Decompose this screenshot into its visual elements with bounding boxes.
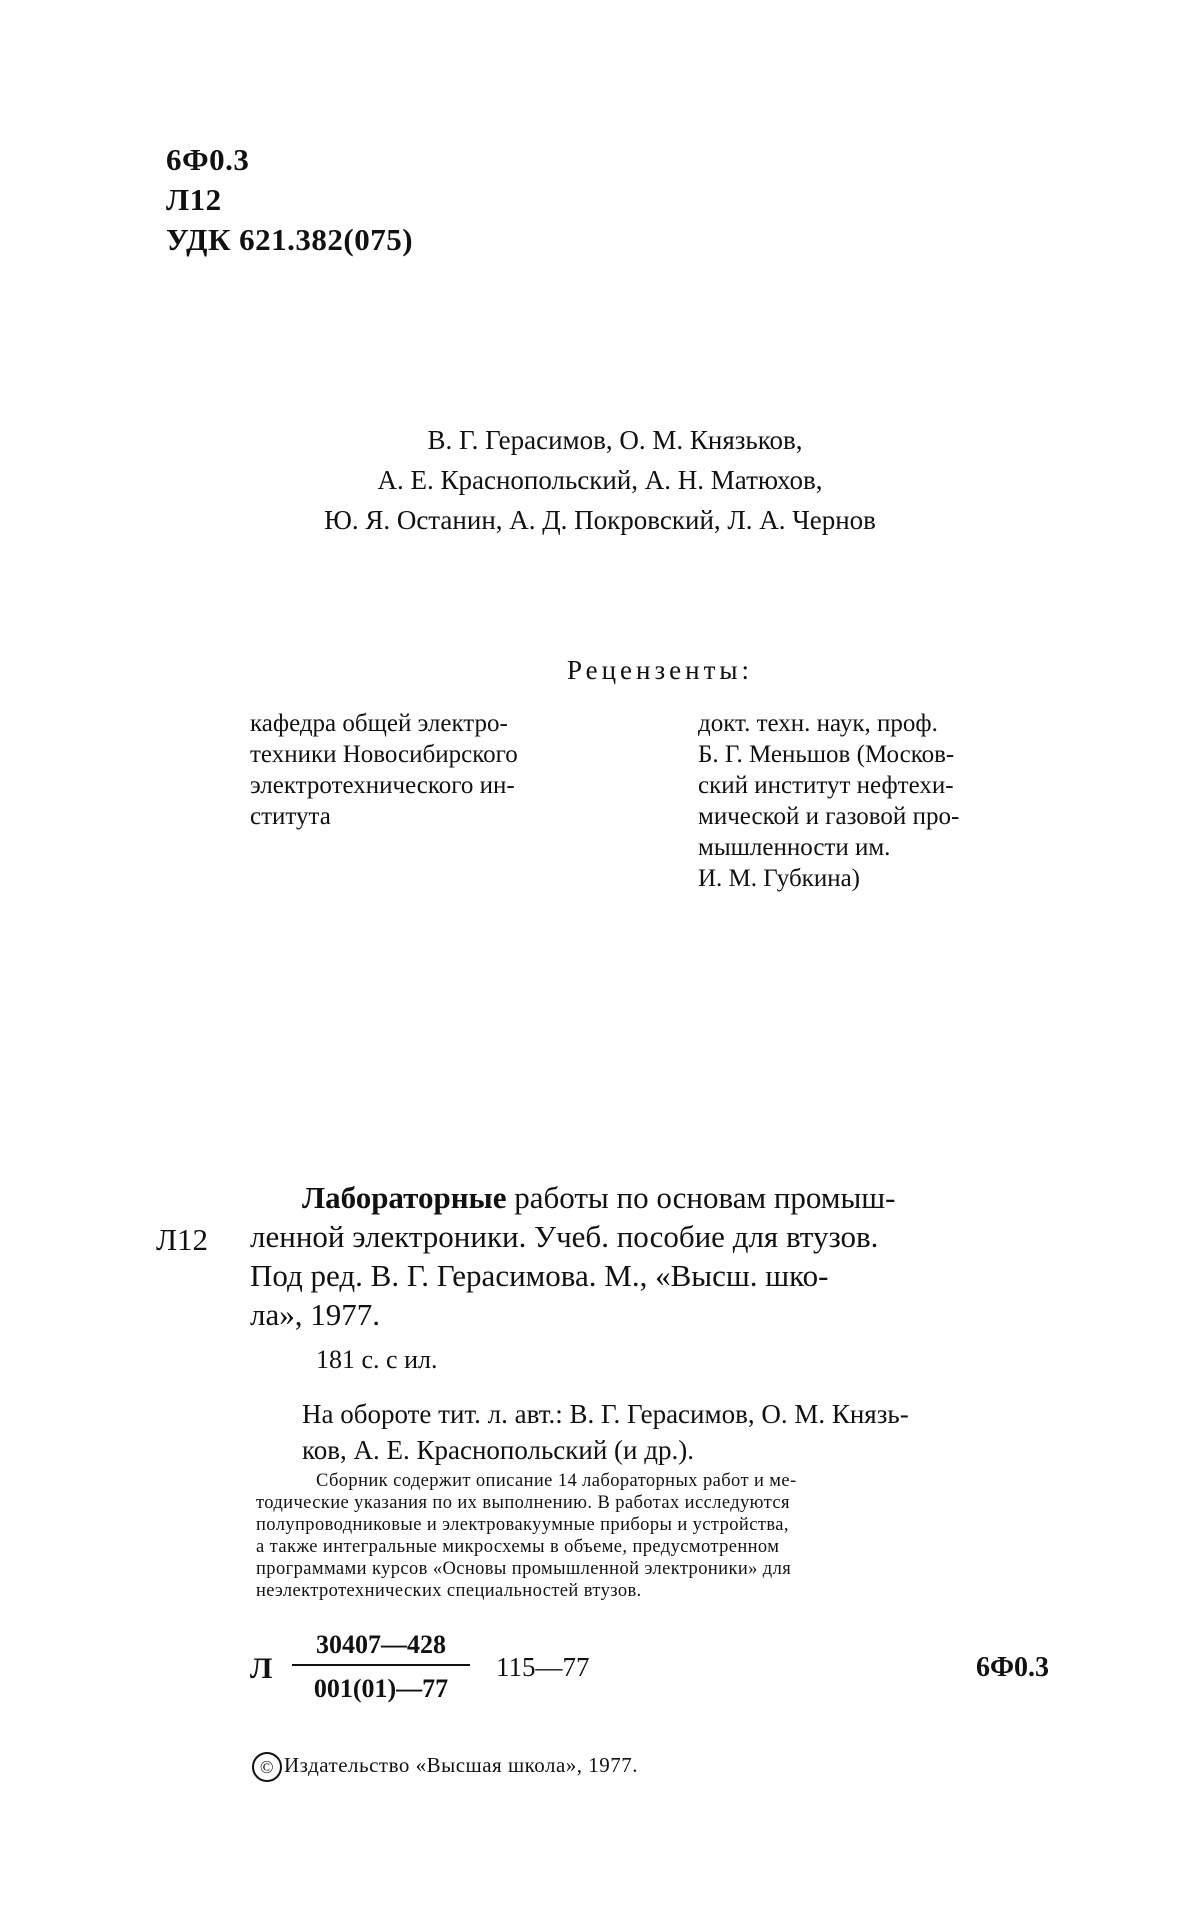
reviewer-left-line: электротехнического ин- bbox=[250, 772, 515, 799]
author-mark: Л12 bbox=[166, 182, 222, 217]
authors-line-1: В. Г. Герасимов, О. М. Князьков, bbox=[427, 425, 803, 455]
authors-list bbox=[0, 420, 1200, 540]
formula-numerator: 30407—428 bbox=[292, 1630, 470, 1666]
formula-fraction bbox=[292, 1630, 470, 1704]
reverse-title-note bbox=[302, 1396, 1072, 1468]
copyright-line bbox=[252, 1752, 638, 1782]
reverse-note-line: ков, А. Е. Краснопольский (и др.). bbox=[302, 1435, 694, 1465]
reviewer-right-line: ский институт нефтехи- bbox=[698, 772, 954, 799]
abstract-line: полупроводниковые и электровакуумные приборы и устройства, bbox=[256, 1515, 789, 1535]
classification-block bbox=[166, 140, 413, 260]
book-title: Лабораторные bbox=[302, 1180, 507, 1215]
bib-line-1 bbox=[250, 1178, 1065, 1217]
reviewer-right-line: мической и газовой про- bbox=[698, 803, 960, 830]
reviewer-right-line: И. М. Губкина) bbox=[698, 865, 860, 892]
reviewer-right-line: мышленности им. bbox=[698, 834, 891, 861]
abstract-line: тодические указания по их выполнению. В работах исследуются bbox=[256, 1493, 790, 1513]
formula-denominator: 001(01)—77 bbox=[313, 1674, 449, 1703]
bibliographic-entry bbox=[250, 1178, 1065, 1334]
abstract bbox=[256, 1470, 1068, 1602]
reviewer-right bbox=[698, 708, 1058, 894]
abstract-line: программами курсов «Основы промышленной электроники» для bbox=[256, 1559, 792, 1579]
reviewers-heading: Рецензенты: bbox=[566, 655, 754, 685]
bib-line: ленной электроники. Учеб. пособие для втузов. bbox=[250, 1219, 879, 1254]
abstract-line: неэлектротехнических специальностей втузов. bbox=[256, 1581, 642, 1601]
copyright-icon: © bbox=[252, 1752, 282, 1782]
formula-letter: Л bbox=[250, 1652, 273, 1685]
abstract-line: а также интегральные микросхемы в объеме, предусмотренном bbox=[256, 1537, 780, 1557]
book-title-rest: работы по основам промыш- bbox=[506, 1180, 896, 1215]
formula-series: 115—77 bbox=[496, 1652, 590, 1682]
authors-line-3: Ю. Я. Останин, А. Д. Покровский, Л. А. Чернов bbox=[324, 505, 876, 535]
udc-code: УДК 621.382(075) bbox=[166, 222, 414, 257]
formula-class-code: 6Ф0.3 bbox=[976, 1652, 1050, 1683]
reviewer-left-line: кафедра общей электро- bbox=[250, 710, 508, 737]
page-count: 181 с. с ил. bbox=[316, 1345, 438, 1374]
reviewer-right-line: Б. Г. Меньшов (Москов- bbox=[698, 741, 955, 768]
reviewer-left-line: ститута bbox=[250, 803, 331, 830]
bib-line: ла», 1977. bbox=[250, 1297, 380, 1332]
reviewer-left bbox=[250, 708, 630, 832]
bbk-code: 6Ф0.3 bbox=[166, 142, 250, 177]
abstract-line: Сборник содержит описание 14 лабораторных работ и ме- bbox=[316, 1471, 797, 1491]
bib-line: Под ред. В. Г. Герасимова. М., «Высш. шко- bbox=[250, 1258, 829, 1293]
reviewer-right-line: докт. техн. наук, проф. bbox=[698, 710, 938, 737]
bibliographic-code: Л12 bbox=[156, 1222, 209, 1257]
copyright-text: Издательство «Высшая школа», 1977. bbox=[284, 1752, 639, 1777]
authors-line-2: А. Е. Краснопольский, А. Н. Матюхов, bbox=[377, 465, 823, 495]
reviewer-left-line: техники Новосибирского bbox=[250, 741, 518, 768]
reverse-note-line: На обороте тит. л. авт.: В. Г. Герасимов, О. М. Князь- bbox=[302, 1399, 909, 1429]
